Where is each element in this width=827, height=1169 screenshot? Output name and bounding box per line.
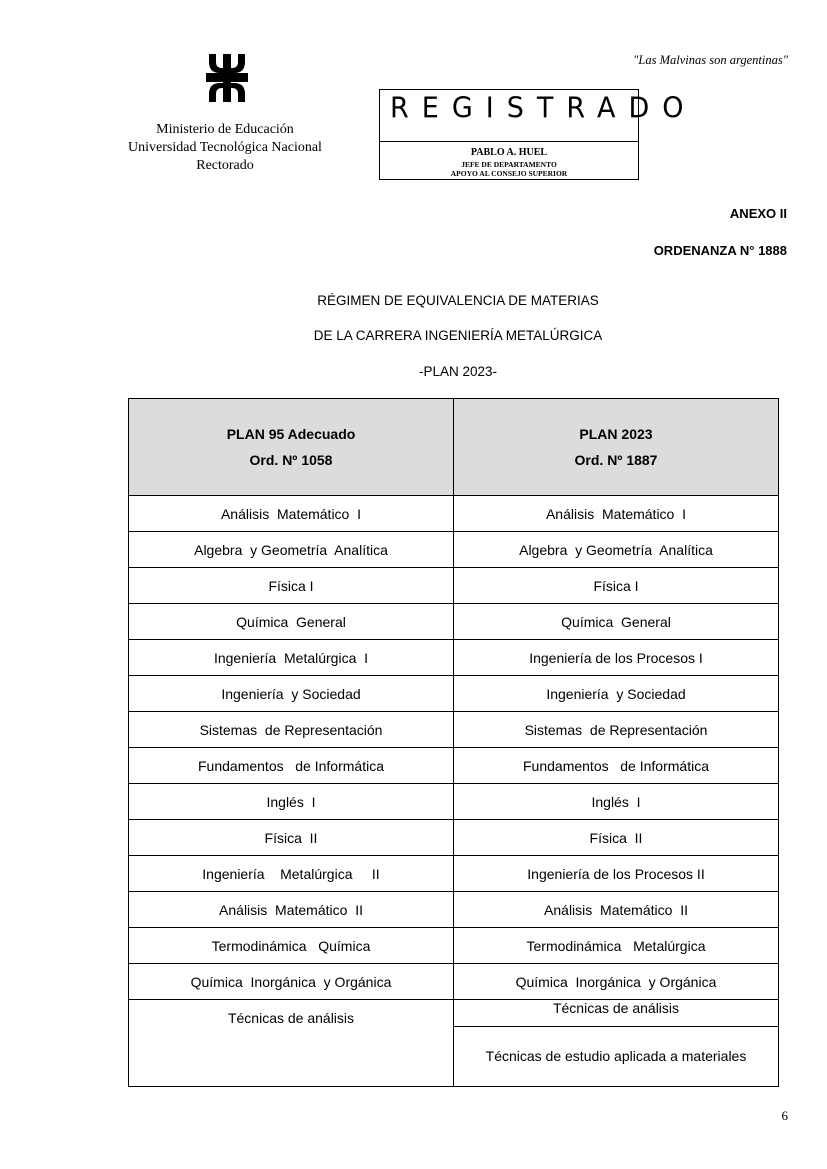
equivalence-table: [128, 398, 779, 1087]
ministry-header: [110, 121, 340, 175]
utn-logo-icon: [206, 54, 248, 102]
motto: "Las Malvinas son argentinas": [633, 53, 788, 67]
left-cell: Termodinámica Química: [129, 928, 454, 964]
stamp-role-line2: APOYO AL CONSEJO SUPERIOR: [450, 169, 568, 178]
table-row: [129, 640, 779, 676]
right-cell: Ingeniería y Sociedad: [454, 676, 779, 712]
ministry-line: Ministerio de Educación: [156, 122, 294, 137]
left-cell: Ingeniería Metalúrgica II: [129, 856, 454, 892]
right-cell: Química General: [454, 604, 779, 640]
table-row: [129, 784, 779, 820]
registration-stamp: [379, 89, 697, 180]
table-row: [129, 676, 779, 712]
doc-title-line2: DE LA CARRERA INGENIERÍA METALÚRGICA: [313, 328, 603, 343]
left-plan-label: PLAN 95 Adecuado: [226, 426, 356, 442]
right-cell: Química Inorgánica y Orgánica: [454, 964, 779, 1000]
right-header-cell: [454, 399, 779, 496]
left-last-label: Técnicas de análisis: [227, 1010, 355, 1026]
right-cell-last-top: Técnicas de análisis: [454, 1000, 779, 1027]
table-row: [129, 748, 779, 784]
doc-title-line1: RÉGIMEN DE EQUIVALENCIA DE MATERIAS: [317, 293, 599, 308]
left-cell: Algebra y Geometría Analítica: [129, 532, 454, 568]
right-cell-last-bottom: Técnicas de estudio aplicada a materiales: [454, 1026, 779, 1086]
table-row: [129, 568, 779, 604]
rectorate-line: Rectorado: [196, 158, 254, 173]
stamp-divider: [380, 141, 638, 142]
right-cell: Análisis Matemático I: [454, 496, 779, 532]
table-row: [129, 712, 779, 748]
stamp-name: PABLO A. HUEL: [470, 147, 548, 158]
table-row: [129, 604, 779, 640]
right-cell: Física I: [454, 568, 779, 604]
page-number: 6: [781, 1108, 788, 1123]
left-cell: Ingeniería Metalúrgica I: [129, 640, 454, 676]
table-row: [129, 928, 779, 964]
right-cell: Física II: [454, 820, 779, 856]
right-cell: Ingeniería de los Procesos I: [454, 640, 779, 676]
left-cell: Química General: [129, 604, 454, 640]
doc-title-line3: -PLAN 2023-: [418, 364, 498, 379]
table-row: [129, 892, 779, 928]
table-header-row: [129, 399, 779, 496]
table-row: [129, 856, 779, 892]
right-cell: Ingeniería de los Procesos II: [454, 856, 779, 892]
left-cell: Química Inorgánica y Orgánica: [129, 964, 454, 1000]
table-row: [129, 496, 779, 532]
university-line: Universidad Tecnológica Nacional: [128, 140, 322, 155]
stamp-title: REGISTRADO: [390, 92, 697, 125]
right-cell: Algebra y Geometría Analítica: [454, 532, 779, 568]
right-plan-label: PLAN 2023: [579, 426, 653, 442]
table-row-last: [129, 1000, 779, 1027]
left-ord-label: Ord. Nº 1058: [249, 452, 333, 468]
right-cell: Análisis Matemático II: [454, 892, 779, 928]
left-cell: Sistemas de Representación: [129, 712, 454, 748]
right-cell: Sistemas de Representación: [454, 712, 779, 748]
right-cell: Fundamentos de Informática: [454, 748, 779, 784]
annex-label: ANEXO II: [729, 206, 787, 221]
left-header-cell: [129, 399, 454, 496]
right-cell: Inglés I: [454, 784, 779, 820]
left-cell-last: [129, 1000, 454, 1087]
table-row: [129, 964, 779, 1000]
left-cell: Física I: [129, 568, 454, 604]
left-cell: Análisis Matemático II: [129, 892, 454, 928]
left-cell: Física II: [129, 820, 454, 856]
left-cell: Ingeniería y Sociedad: [129, 676, 454, 712]
left-cell: Inglés I: [129, 784, 454, 820]
ordinance-label: ORDENANZA N° 1888: [653, 243, 787, 258]
table-row: [129, 820, 779, 856]
stamp-role-line1: JEFE DE DEPARTAMENTO: [461, 160, 557, 169]
right-ord-label: Ord. Nº 1887: [574, 452, 658, 468]
left-cell: Fundamentos de Informática: [129, 748, 454, 784]
right-cell: Termodinámica Metalúrgica: [454, 928, 779, 964]
table-row: [129, 532, 779, 568]
left-cell: Análisis Matemático I: [129, 496, 454, 532]
